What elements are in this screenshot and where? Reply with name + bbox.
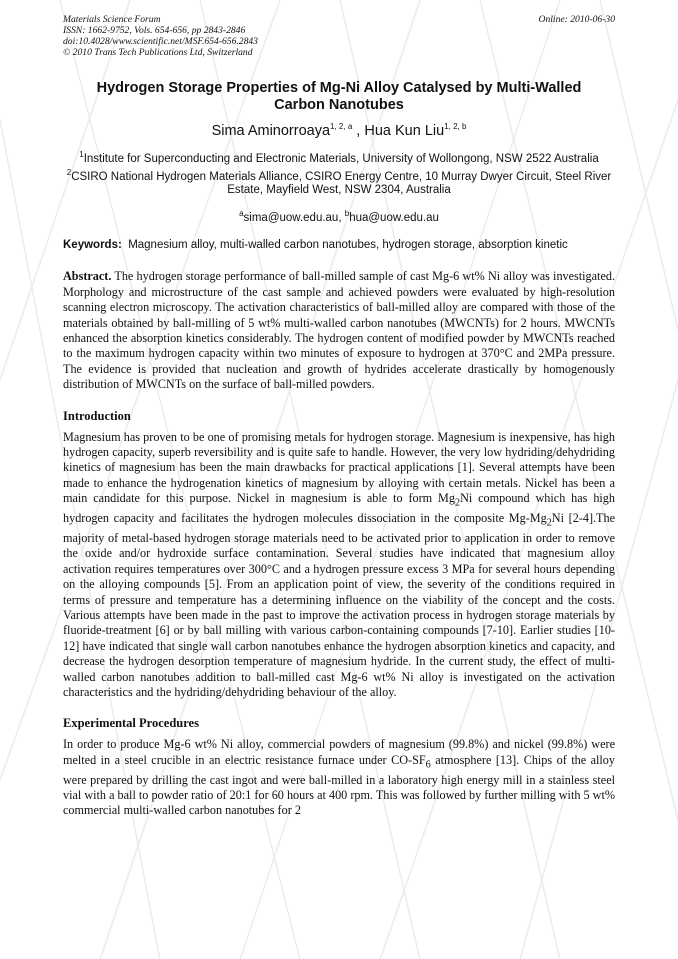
issn-line: ISSN: 1662-9752, Vols. 654-656, pp 2843-2846: [63, 25, 246, 36]
abstract: [63, 269, 615, 392]
doi-line: doi:10.4028/www.scientific.net/MSF.654-656.2843: [63, 36, 258, 47]
author-separator: ,: [352, 122, 365, 139]
paper-title: Hydrogen Storage Properties of Mg-Ni Alloy Catalysed by Multi-Walled Carbon Nanotubes: [96, 80, 582, 113]
affiliation-1: $^1$Institute for Superconducting and Electronic Materials, University of Wollongong, NSW 2522 Australia: [79, 149, 599, 165]
journal-name: Materials Science Forum: [63, 14, 161, 25]
experimental-heading: Experimental Procedures: [63, 716, 199, 731]
abstract-text: The hydrogen storage performance of ball-milled sample of cast Mg-6 wt% Ni alloy was investigated. Morphology and microstructure of the cast sample and achieved powders were evaluated by high-resolution scanning electron microscopy. The activation characteristics of ball-milled alloy are compared with those of the materials obtained by ball-milling of 5 wt% multi-walled carbon nanotubes (MWCNTs) for 2 hours. MWCNTs enhanced the absorption kinetics considerably. The hydrogen content of modified powder by MWCNTs reached to the maximum hydrogen capacity within two minutes of exposure to hydrogen at 370°C and 2MPa pressure. The evidence is provided that nucleation and growth of hydrides accelerate drastically by homogenously distribution of MWCNTs on the surface of ball-milled powders.: [63, 269, 615, 392]
author-line: [63, 122, 615, 139]
abstract-label: Abstract.: [63, 269, 112, 284]
keywords-label: Keywords:: [63, 239, 122, 252]
author-affiliation-marker: 1, 2, a: [330, 122, 353, 131]
author-name: Sima Aminorroaya: [211, 122, 331, 139]
keywords-text: Magnesium alloy, multi-walled carbon nanotubes, hydrogen storage, absorption kinetic: [128, 239, 568, 252]
online-date: Online: 2010-06-30: [538, 14, 615, 25]
affiliation-2: $^2$CSIRO National Hydrogen Materials Alliance, CSIRO Energy Centre, 10 Murray Dwyer Circuit, Steel River Estate, Mayfield West, NSW 2304, Australia: [66, 167, 612, 197]
keywords: [63, 238, 615, 253]
journal-header: [63, 14, 615, 64]
author-affiliation-marker: 1, 2, b: [444, 122, 467, 131]
author-name: Hua Kun Liu: [364, 122, 445, 139]
email-link[interactable]: hua@uow.edu.au: [349, 212, 439, 225]
email-link[interactable]: sima@uow.edu.au: [243, 212, 339, 225]
introduction-paragraph: Magnesium has proven to be one of promising metals for hydrogen storage. Magnesium is inexpensive, has high hydrogen capacity, superb reversibility and is quite safe to handle. However, the very low hydriding/dehydriding kinetics of magnesium has been the main drawbacks for practical applications [1]. Several attempts have been made to enhance the hydrogenation kinetics of magnesium by alloying with certain metals. Nickel has been a main candidate for this purpose. Nickel in magnesium is able to form $Mg_2Ni$ compound which has high hydrogen capacity and facilitates the hydrogen molecules dissociation in the composite $Mg-Mg_2Ni$ [2-4].The majority of metal-based hydrogen storage materials need to be activated prior to application in order to remove the oxide and/or hydroxide surface contamination. Several studies have indicated that magnesium alloy activation requires temperatures over 300°C and a hydrogen pressure excess 3 MPa for several hours depending on the alloying compounds [5]. From an application point of view, the severity of the conditions required in terms of pressure and temperature has a determining influence on the viability of the concept and the costs. Various attempts have been made in the past to improve the activation process in hydrogen storage materials by fluoride-treatment [6] or by ball milling with various carbon-containing compounds [7-10]. Earlier studies [10-12] have indicated that single wall carbon nanotubes enhance the hydrogen absorption kinetics and capacity, and decrease the hydrogen desorption temperature of magnesium hydride. In the current study, the effect of multi-walled carbon nanotubes addition to ball-milled cast Mg-6 wt% Ni alloy is investigated on the activation characteristics and the hydriding/dehydriding behaviour of the alloy.: [63, 429, 615, 699]
author-emails: $^a$sima@uow.edu.au, $^b$hua@uow.edu.au: [239, 209, 439, 225]
affiliations: [63, 148, 615, 198]
copyright-line: © 2010 Trans Tech Publications Ltd, Switzerland: [63, 47, 253, 58]
experimental-paragraph: In order to produce Mg-6 wt% Ni alloy, commercial powders of magnesium (99.8%) and nickel (99.8%) were melted in a steel crucible in an electric resistance furnace under $CO-SF_6$ atmosphere [13]. Chips of the alloy were prepared by drilling the cast ingot and were ball-milled in a laboratory high energy mill in a stainless steel vial with a ball to powder ratio of 20:1 for 60 hours at 400 rpm. This was followed by further milling with 5 wt% commercial multi-walled carbon nanotubes for 2: [63, 737, 615, 818]
paper-content: [63, 14, 615, 819]
introduction-heading: Introduction: [63, 408, 131, 423]
